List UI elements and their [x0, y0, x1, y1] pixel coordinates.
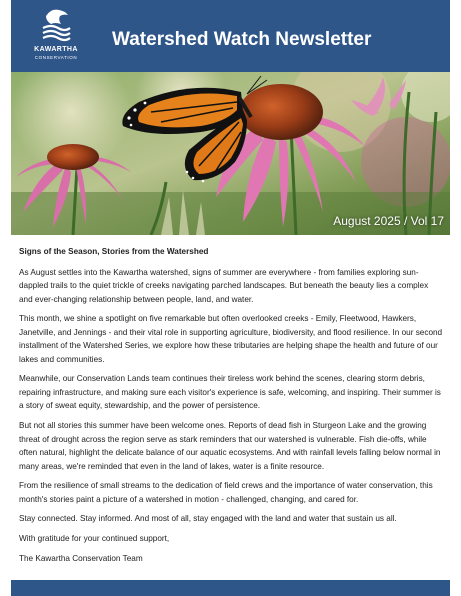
- article-body: [19, 245, 443, 572]
- sign-off-line: With gratitude for your continued support,: [19, 534, 170, 544]
- article-paragraph: But not all stories this summer have been welcome ones. Reports of dead fish in Sturgeon Lake and the growing threat of drought across the region serve as stark reminders that our watershed is vulnerable. Fish die-offs, while often natural, highlight the delicate balance of our aquatic ecosystems. And with rainfall levels falling below normal in many areas, we're reminded that even in the land of lakes, water is a finite resource.: [19, 421, 441, 471]
- butterfly-flower-photo: [11, 72, 450, 235]
- loon-icon: [41, 6, 71, 44]
- kawartha-logo[interactable]: [27, 6, 85, 62]
- article-paragraph: Meanwhile, our Conservation Lands team continues their tireless work behind the scenes, clearing storm debris, repairing infrastructure, and making sure each visitor's experience is safe, welcoming, and inspiring. Their summer is a story of sweat equity, stewardship, and the power of persistence.: [19, 374, 441, 411]
- newsletter-title: Watershed Watch Newsletter: [112, 29, 372, 50]
- newsletter-footer-bar: [11, 580, 450, 596]
- hero-image: [11, 72, 450, 235]
- signature-line: The Kawartha Conservation Team: [19, 553, 143, 563]
- article-paragraph: From the resilience of small streams to the dedication of field crews and the importance of water conservation, this month's stories paint a picture of a watershed in motion - challenged, changing, and cared for.: [19, 481, 433, 504]
- newsletter-header: [11, 0, 450, 72]
- logo-name: KAWARTHA: [34, 46, 78, 53]
- article-paragraph: Stay connected. Stay informed. And most of all, stay engaged with the land and water that sustain us all.: [19, 514, 397, 524]
- logo-subtitle: CONSERVATION: [34, 55, 78, 60]
- article-paragraph: As August settles into the Kawartha watershed, signs of summer are everywhere - from families exploring sun-dappled trails to the quiet trickle of creeks navigating parched landscapes. But beneath the beauty lies a complex and ever-changing relationship between people, land, and water.: [19, 267, 429, 304]
- article-heading: Signs of the Season, Stories from the Watershed: [19, 247, 209, 256]
- article-paragraph: This month, we shine a spotlight on five remarkable but often overlooked creeks - Emily, Fleetwood, Hawkers, Janetville, and Jennings - and their vital role in supporting agriculture, biodiversity, and flood resilience. In our second installment of the Watershed Series, we explore how these tributaries are helping shape the health and future of our lakes and communities.: [19, 314, 443, 364]
- issue-date-caption: August 2025 / Vol 17: [333, 214, 444, 228]
